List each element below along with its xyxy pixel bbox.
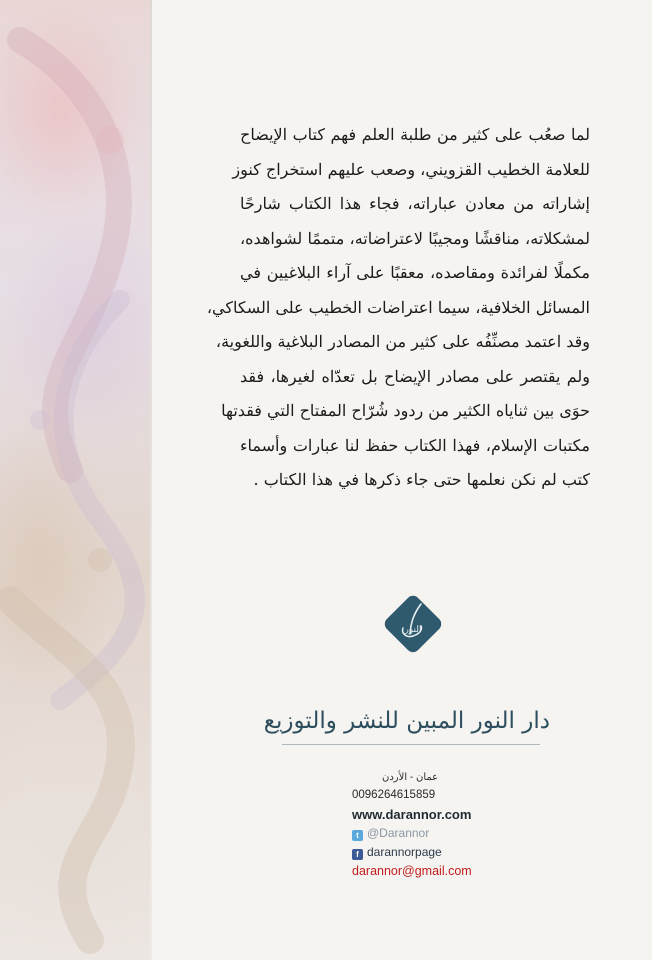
logo-text: النور bbox=[404, 625, 422, 635]
blurb-line: مكتبات الإسلام، فهذا الكتاب حفظ لنا عبارات وأسماء bbox=[240, 435, 590, 455]
facebook-icon: f bbox=[352, 849, 363, 860]
location-row bbox=[352, 770, 532, 786]
back-cover-blurb bbox=[206, 118, 590, 498]
twitter-handle: @Darannor bbox=[367, 826, 430, 840]
blurb-line: وقد اعتمد مصنِّفُه على كثير من المصادر البلاغية واللغوية، bbox=[215, 332, 590, 351]
blurb-line: إشاراته من معادن عباراته، فجاء هذا الكتاب شارحًا bbox=[240, 194, 590, 213]
website-link[interactable]: www.darannor.com bbox=[352, 807, 472, 822]
blurb-line: المسائل الخلافية، سيما اعتراضات الخطيب على السكاكي، bbox=[206, 297, 590, 317]
facebook-row[interactable] bbox=[352, 843, 532, 862]
calligraphy-art bbox=[0, 0, 150, 960]
phone-number: 0096264615859 bbox=[352, 789, 436, 801]
decorative-calligraphy-strip bbox=[0, 0, 150, 960]
blurb-line: مكملًا لفرائدة ومقاصده، معقبًا على آراء البلاغيين في bbox=[240, 263, 590, 282]
email-link[interactable]: darannor@gmail.com bbox=[352, 864, 472, 878]
page-edge-divider bbox=[150, 0, 152, 960]
blurb-line: كتب لم نكن نعلمها حتى جاء ذكرها في هذا الكتاب . bbox=[253, 470, 590, 489]
blurb-line: للعلامة الخطيب القزويني، وصعب عليهم استخراج كنوز bbox=[232, 159, 590, 179]
twitter-row[interactable] bbox=[352, 824, 532, 843]
blurb-line: لما صعُب على كثير من طلبة العلم فهم كتاب الإيضاح bbox=[240, 125, 590, 144]
blurb-line: لمشكلاته، مناقشًا ومجيبًا لاعتراضاته، متممًا لشواهده، bbox=[240, 228, 590, 248]
blurb-line: حوَى بين ثناياه الكثير من ردود شُرّاح المفتاح التي فقدتها bbox=[221, 401, 590, 420]
blurb-line: ولم يقتصر على مصادر الإيضاح بل تعدّاه لغيرها، فقد bbox=[240, 366, 590, 386]
facebook-page: darannorpage bbox=[367, 845, 442, 859]
contact-info bbox=[352, 770, 532, 881]
publisher-name-underline bbox=[282, 744, 540, 745]
publisher-name: دار النور المبين للنشر والتوزيع bbox=[263, 708, 550, 734]
twitter-icon: t bbox=[352, 830, 363, 841]
quill-logo-icon bbox=[377, 588, 449, 660]
location-text: عمان - الأردن bbox=[382, 772, 439, 783]
